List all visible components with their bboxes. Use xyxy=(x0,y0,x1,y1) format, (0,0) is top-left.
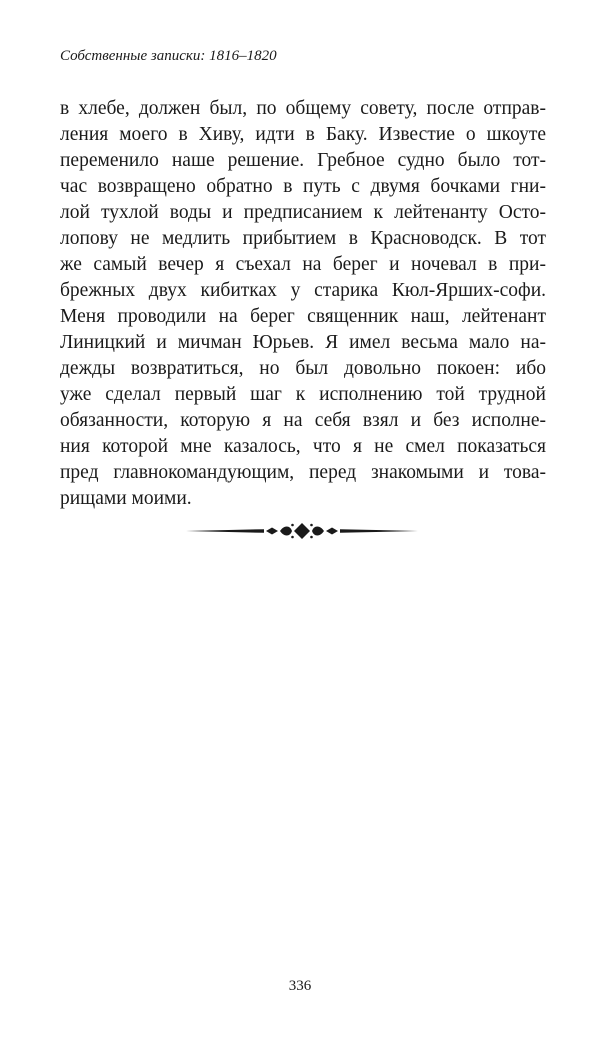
text-line: брежных двух кибитках у старика Кюл-Ярших-софи. xyxy=(60,280,546,301)
text-line: в хлебе, должен был, по общему совету, после отправ- xyxy=(60,98,546,119)
text-line: лой тухлой воды и предписанием к лейтенанту Осто- xyxy=(60,202,546,223)
text-line: пред главнокомандующим, перед знакомыми и това- xyxy=(60,462,546,483)
text-line: лопову не медлить прибытием в Красноводск. В тот xyxy=(60,228,546,249)
text-line: уже сделал первый шаг к исполнению той трудной xyxy=(60,384,546,405)
text-line: час возвращено обратно в путь с двумя бочками гни- xyxy=(60,176,546,197)
text-line: обязанности, которую я на себя взял и без исполне- xyxy=(60,410,546,431)
text-line: Линицкий и мичман Юрьев. Я имел весьма мало на- xyxy=(60,332,546,353)
page-number: 336 xyxy=(288,978,312,994)
text-line: Меня проводили на берег священник наш, лейтенант xyxy=(60,306,546,327)
text-line: ния которой мне казалось, что я не смел показаться xyxy=(60,436,546,457)
running-head: Собственные записки: 1816–1820 xyxy=(60,48,277,64)
text-line: переменило наше решение. Гребное судно было тот- xyxy=(60,150,546,171)
text-line: ления моего в Хиву, идти в Баку. Известие о шкоуте xyxy=(60,124,546,145)
text-line: же самый вечер я съехал на берег и ночевал в при- xyxy=(60,254,546,275)
text-line: дежды возвратиться, но был довольно покоен: ибо xyxy=(60,358,546,379)
decorative-divider-icon xyxy=(186,521,418,541)
text-line-last: рищами моими. xyxy=(60,488,192,509)
body-text xyxy=(60,96,546,512)
